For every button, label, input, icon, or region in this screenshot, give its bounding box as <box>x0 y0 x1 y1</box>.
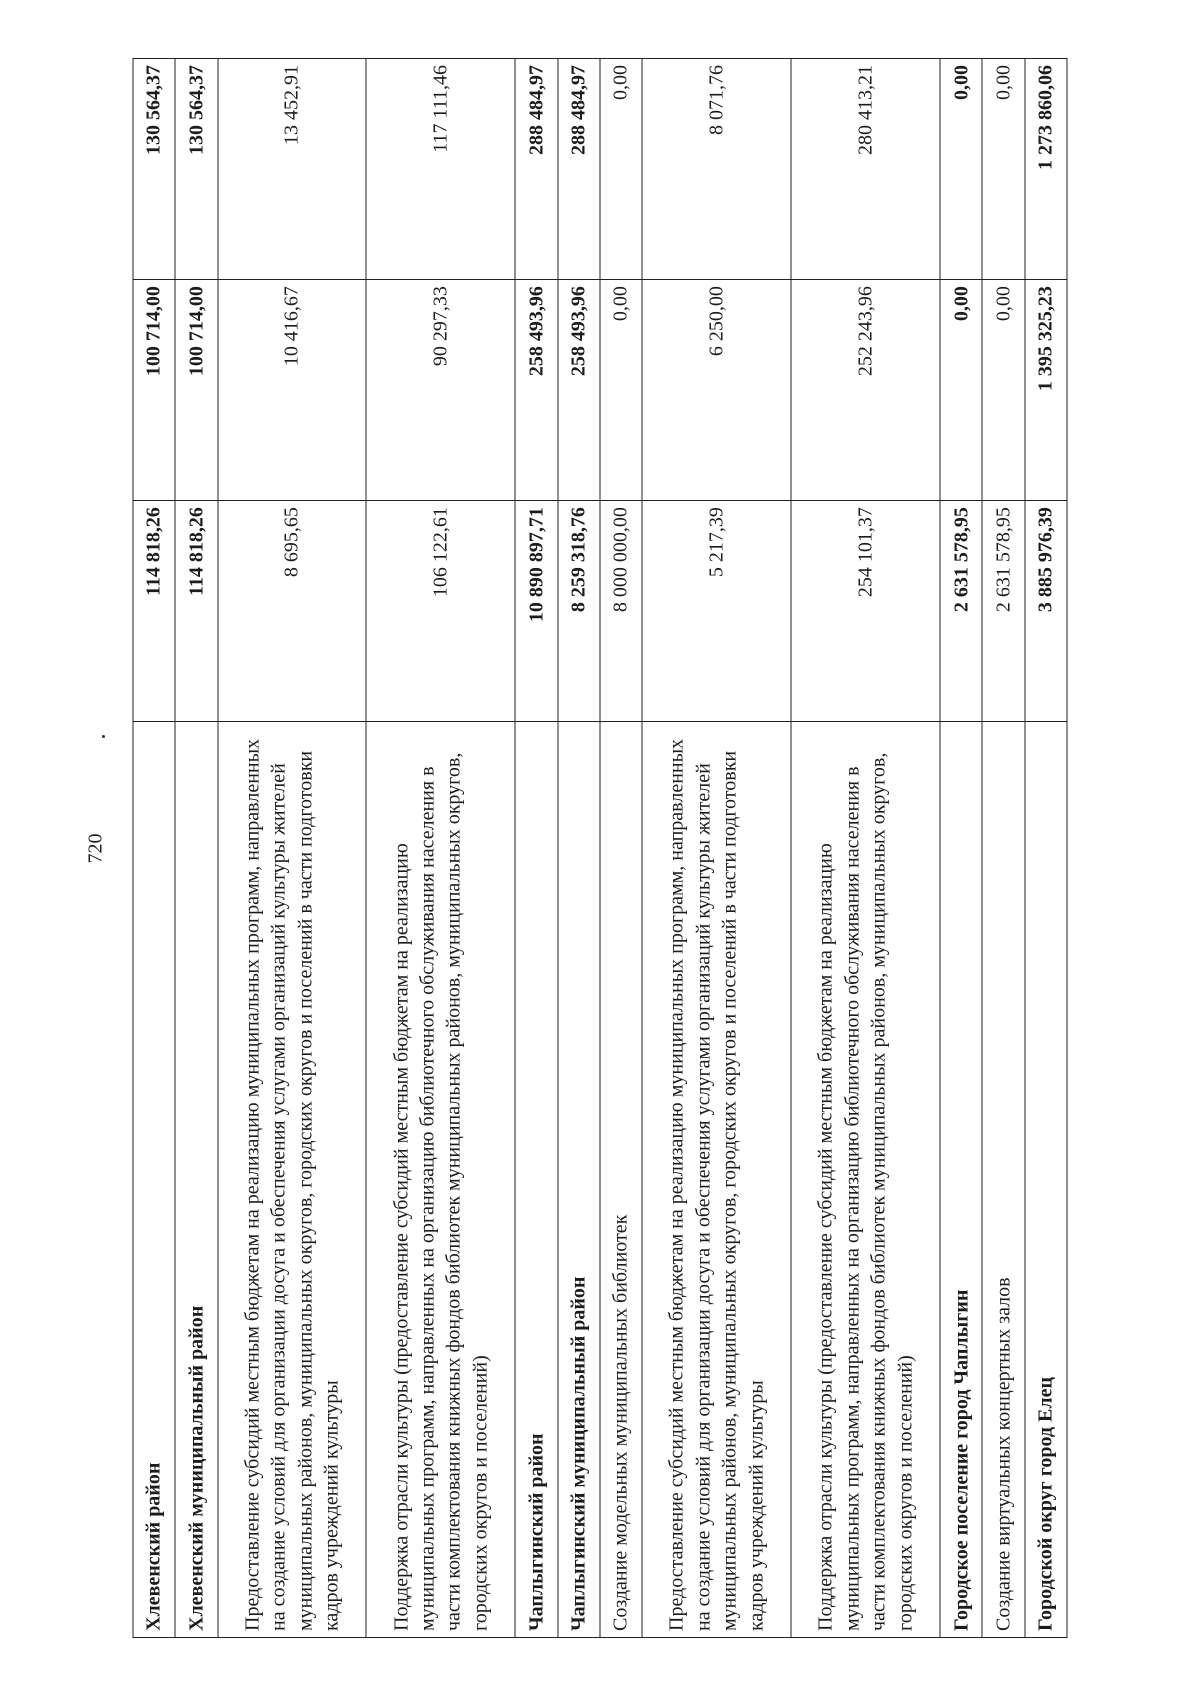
row-name-cell: Поддержка отрасли культуры (предоставление субсидий местным бюджетам на реализацию муниципальных программ, направленных на организацию библиотечного обслуживания населения в части комплектования книжных фондов библиотек муниципальных районов, муниципальных округов, городских округов и поселений) <box>366 722 515 1638</box>
table-row <box>982 59 1024 1638</box>
table-row <box>515 59 557 1638</box>
value-2024-cell: 288 484,97 <box>515 59 557 280</box>
value-2023-cell: 258 493,96 <box>558 280 600 501</box>
value-2022-cell: 114 818,26 <box>175 501 217 722</box>
row-name-cell: Чаплыгинский муниципальный район <box>558 722 600 1638</box>
table-row <box>175 59 217 1638</box>
value-2023-cell: 0,00 <box>982 280 1024 501</box>
table-row <box>133 59 175 1638</box>
row-name-cell: Хлевенский муниципальный район <box>175 722 217 1638</box>
value-2023-cell: 0,00 <box>600 280 642 501</box>
value-2024-cell: 0,00 <box>600 59 642 280</box>
value-2022-cell: 114 818,26 <box>133 501 175 722</box>
value-2024-cell: 280 413,21 <box>791 59 940 280</box>
value-2022-cell: 8 259 318,76 <box>558 501 600 722</box>
value-2022-cell: 254 101,37 <box>791 501 940 722</box>
value-2024-cell: 130 564,37 <box>133 59 175 280</box>
row-name-cell: Хлевенский район <box>133 722 175 1638</box>
table-row <box>218 59 367 1638</box>
value-2023-cell: 100 714,00 <box>175 280 217 501</box>
row-name-cell: Городской округ город Елец <box>1025 722 1067 1638</box>
value-2024-cell: 1 273 860,06 <box>1025 59 1067 280</box>
budget-table <box>133 58 1068 1638</box>
table-row <box>1025 59 1067 1638</box>
table-row <box>600 59 642 1638</box>
value-2024-cell: 117 111,46 <box>366 59 515 280</box>
table-row <box>791 59 940 1638</box>
value-2023-cell: 100 714,00 <box>133 280 175 501</box>
budget-table-body <box>133 59 1067 1638</box>
value-2023-cell: 10 416,67 <box>218 280 367 501</box>
value-2024-cell: 0,00 <box>982 59 1024 280</box>
value-2022-cell: 2 631 578,95 <box>982 501 1024 722</box>
value-2022-cell: 10 890 897,71 <box>515 501 557 722</box>
value-2023-cell: 6 250,00 <box>642 280 791 501</box>
value-2022-cell: 106 122,61 <box>366 501 515 722</box>
row-name-cell: Предоставление субсидий местным бюджетам на реализацию муниципальных программ, направленных на создание условий для организации досуга и обеспечения услугами организаций культуры жителей муниципальных районов, муниципальных округов, городских округов и поселений в части подготовки кадров учреждений культуры <box>642 722 791 1638</box>
value-2024-cell: 130 564,37 <box>175 59 217 280</box>
value-2022-cell: 8 000 000,00 <box>600 501 642 722</box>
value-2023-cell: 90 297,33 <box>366 280 515 501</box>
row-name-cell: Создание модельных муниципальных библиотек <box>600 722 642 1638</box>
value-2023-cell: 1 395 325,23 <box>1025 280 1067 501</box>
scan-speck <box>102 735 105 738</box>
table-row <box>642 59 791 1638</box>
value-2024-cell: 0,00 <box>940 59 982 280</box>
table-row <box>940 59 982 1638</box>
table-row <box>558 59 600 1638</box>
row-name-cell: Поддержка отрасли культуры (предоставление субсидий местным бюджетам на реализацию муниципальных программ, направленных на организацию библиотечного обслуживания населения в части комплектования книжных фондов библиотек муниципальных районов, муниципальных округов, городских округов и поселений) <box>791 722 940 1638</box>
value-2023-cell: 0,00 <box>940 280 982 501</box>
page-number: 720 <box>84 833 107 864</box>
value-2024-cell: 288 484,97 <box>558 59 600 280</box>
value-2024-cell: 13 452,91 <box>218 59 367 280</box>
row-name-cell: Предоставление субсидий местным бюджетам на реализацию муниципальных программ, направленных на создание условий для организации досуга и обеспечения услугами организаций культуры жителей муниципальных районов, муниципальных округов, городских округов и поселений в части подготовки кадров учреждений культуры <box>218 722 367 1638</box>
value-2022-cell: 2 631 578,95 <box>940 501 982 722</box>
row-name-cell: Создание виртуальных концертных залов <box>982 722 1024 1638</box>
value-2022-cell: 3 885 976,39 <box>1025 501 1067 722</box>
value-2023-cell: 252 243,96 <box>791 280 940 501</box>
value-2023-cell: 258 493,96 <box>515 280 557 501</box>
value-2022-cell: 8 695,65 <box>218 501 367 722</box>
row-name-cell: Чаплыгинский район <box>515 722 557 1638</box>
value-2024-cell: 8 071,76 <box>642 59 791 280</box>
table-row <box>366 59 515 1638</box>
rotated-table-container <box>133 58 1068 1638</box>
row-name-cell: Городское поселение город Чаплыгин <box>940 722 982 1638</box>
value-2022-cell: 5 217,39 <box>642 501 791 722</box>
